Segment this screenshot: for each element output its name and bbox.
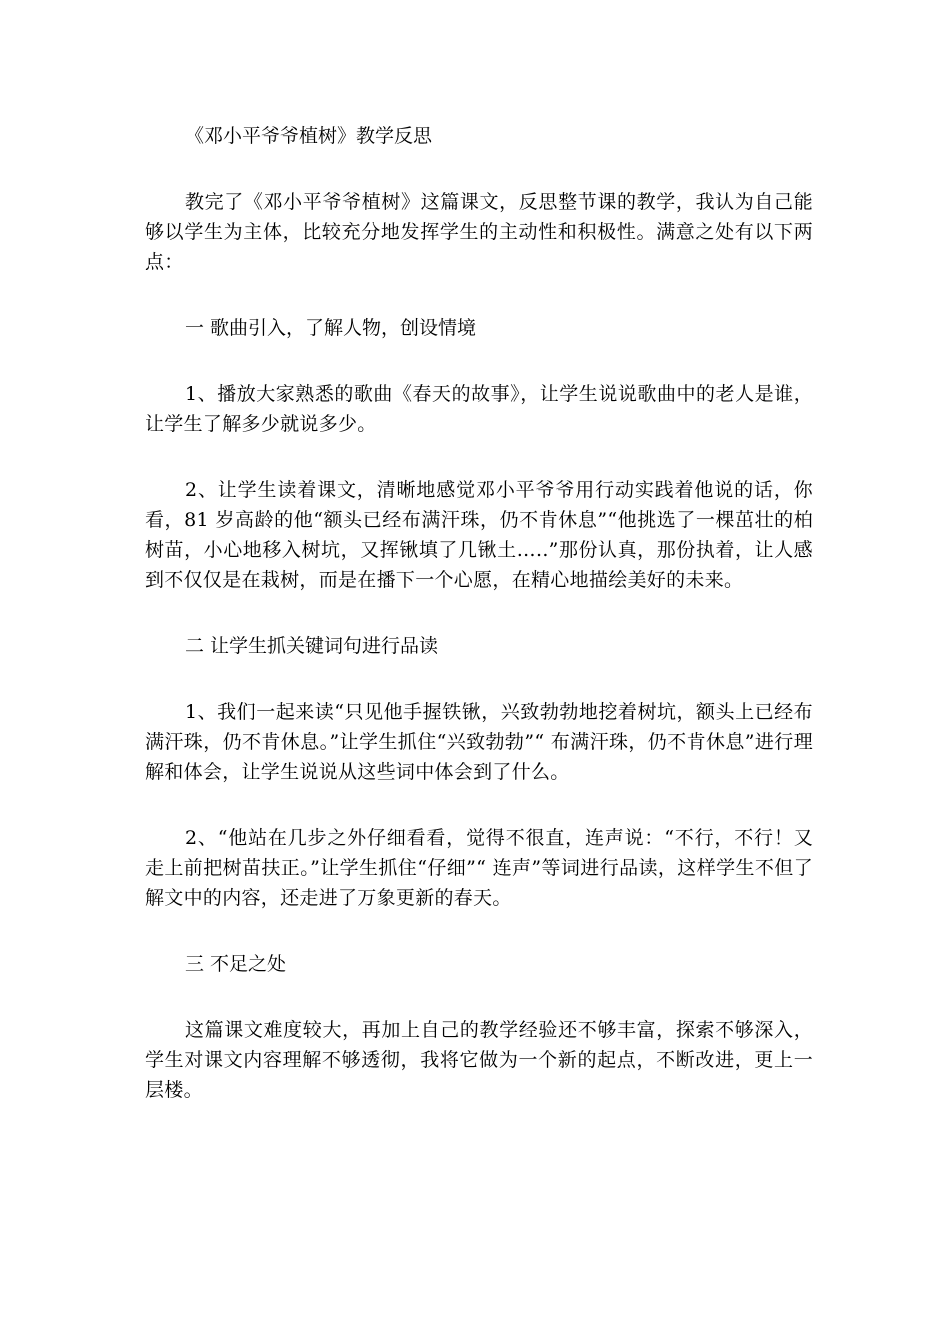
- section-1-heading: 一 歌曲引入，了解人物，创设情境: [185, 317, 477, 339]
- section-1-paragraph-2: 2、让学生读着课文，清晰地感觉邓小平爷爷用行动实践着他说的话，你看，81 岁高龄的他“额头已经布满汗珠，仍不肯休息”“他挑选了一棵茁壮的柏树苗，小心地移入树坑，又挥锹填了几锹土…..”那份认真，那份执着，让人感到不仅仅是在栽树，而是在播下一个心愿，在精心地描绘美好的未来。: [145, 479, 813, 591]
- intro-paragraph: 教完了《邓小平爷爷植树》这篇课文，反思整节课的教学，我认为自己能够以学生为主体，比较充分地发挥学生的主动性和积极性。满意之处有以下两点：: [145, 191, 813, 273]
- document-body: [145, 121, 813, 1105]
- section-3-heading: 三 不足之处: [185, 953, 287, 975]
- section-2-paragraph-1: 1、我们一起来读“只见他手握铁锹，兴致勃勃地挖着树坑，额头上已经布满汗珠，仍不肯休息。”让学生抓住“兴致勃勃”“ 布满汗珠，仍不肯休息”进行理解和体会，让学生说说从这些词中体会到了什么。: [145, 701, 813, 783]
- section-2-heading: 二 让学生抓关键词句进行品读: [185, 635, 439, 657]
- section-2-paragraph-2: 2、“他站在几步之外仔细看看，觉得不很直，连声说：“不行，不行！又走上前把树苗扶正。”让学生抓住“仔细”“ 连声”等词进行品读，这样学生不但了解文中的内容，还走进了万象更新的春天。: [145, 827, 813, 909]
- section-1-paragraph-1: 1、播放大家熟悉的歌曲《春天的故事》，让学生说说歌曲中的老人是谁，让学生了解多少就说多少。: [145, 383, 813, 435]
- document-title: 《邓小平爷爷植树》教学反思: [185, 125, 433, 147]
- section-3-paragraph-1: 这篇课文难度较大，再加上自己的教学经验还不够丰富，探索不够深入，学生对课文内容理解不够透彻，我将它做为一个新的起点，不断改进，更上一层楼。: [145, 1019, 813, 1101]
